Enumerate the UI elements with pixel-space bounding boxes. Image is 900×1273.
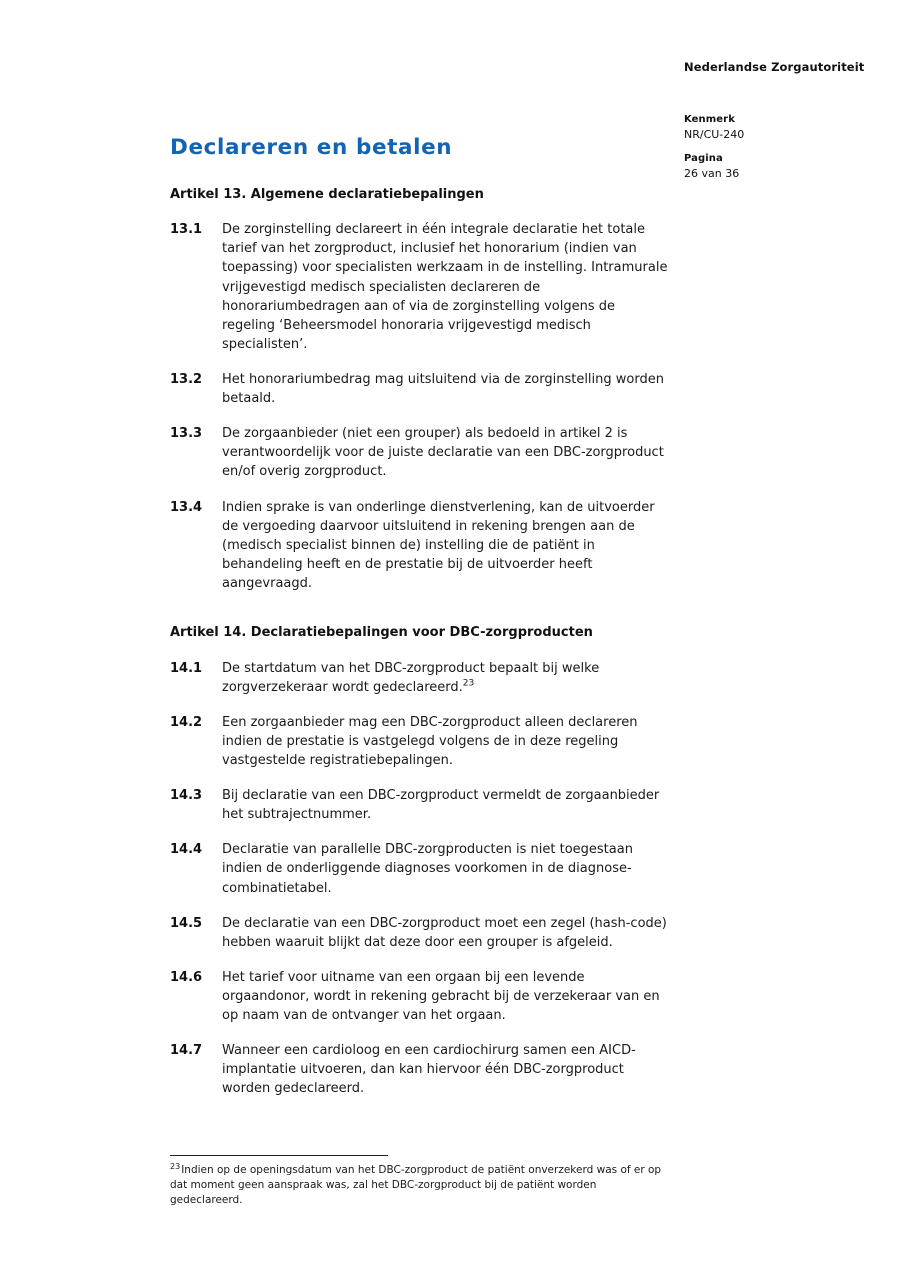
clause-13-2 bbox=[170, 370, 672, 408]
clause-number: 14.4 bbox=[170, 842, 203, 858]
clause-text: Wanneer een cardioloog en een cardiochirurg samen een AICD-implantatie uitvoeren, dan kan hiervoor één DBC-zorgproduct worden gedeclareerd. bbox=[222, 1043, 636, 1097]
kenmerk-label: Kenmerk bbox=[684, 114, 735, 125]
pagina-value: 26 van 36 bbox=[684, 166, 740, 180]
footnote-marker[interactable]: 23 bbox=[462, 678, 475, 689]
clause-text: Het tarief voor uitname van een orgaan bij een levende orgaandonor, wordt in rekening gebracht bij de verzekeraar van en op naam van de ontvanger van het orgaan. bbox=[222, 969, 660, 1024]
clause-number: 14.3 bbox=[170, 788, 203, 804]
clause-text: Een zorgaanbieder mag een DBC-zorgproduct alleen declareren indien de prestatie is vastgelegd volgens de in deze regeling vastgestelde registratiebepalingen. bbox=[222, 714, 638, 769]
clause-14-7 bbox=[170, 1041, 672, 1098]
clause-text: De zorgaanbieder (niet een grouper) als bedoeld in artikel 2 is verantwoordelijk voor de juiste declaratie van een DBC-zorgproduct en/of overig zorgproduct. bbox=[222, 426, 664, 480]
page-title: Declareren en betalen bbox=[170, 135, 453, 160]
clause-sentence: De startdatum van het DBC-zorgproduct bepaalt bij welke zorgverzekeraar wordt gedeclareerd. bbox=[222, 660, 600, 695]
clause-14-4 bbox=[170, 840, 672, 897]
clause-14-3 bbox=[170, 786, 672, 824]
clause-13-1 bbox=[170, 220, 672, 354]
clause-number: 14.7 bbox=[170, 1043, 203, 1059]
clause-number: 14.5 bbox=[170, 915, 203, 931]
footnote-body: Indien op de openingsdatum van het DBC-zorgproduct de patiënt onverzekerd was of er op dat moment geen aanspraak was, zal het DBC-zorgproduct bij de patiënt worden gedeclareerd. bbox=[170, 1164, 662, 1207]
footnote-divider bbox=[170, 1155, 388, 1156]
clause-14-1 bbox=[170, 659, 672, 697]
clause-text bbox=[222, 659, 672, 697]
clause-13-4 bbox=[170, 498, 672, 594]
clause-13-3 bbox=[170, 424, 672, 481]
clause-text: Bij declaratie van een DBC-zorgproduct vermeldt de zorgaanbieder het subtrajectnummer. bbox=[222, 788, 660, 823]
clause-text: Het honorariumbedrag mag uitsluitend via de zorginstelling worden betaald. bbox=[222, 371, 664, 407]
clause-number: 13.1 bbox=[170, 222, 203, 238]
clause-number: 14.6 bbox=[170, 969, 203, 985]
organization-name: Nederlandse Zorgautoriteit bbox=[684, 60, 865, 74]
kenmerk-value: NR/CU-240 bbox=[684, 128, 745, 142]
document-meta bbox=[684, 113, 884, 182]
clause-text: Declaratie van parallelle DBC-zorgproducten is niet toegestaan indien de onderliggende diagnoses voorkomen in de diagnose-combinatietabel. bbox=[222, 842, 633, 896]
clause-14-2 bbox=[170, 713, 672, 770]
clause-14-5 bbox=[170, 914, 672, 952]
meta-spacer bbox=[684, 143, 884, 152]
article-heading-14: Artikel 14. Declaratiebepalingen voor DBC-zorgproducten bbox=[170, 625, 593, 641]
clause-number: 13.2 bbox=[170, 371, 203, 387]
clause-14-6 bbox=[170, 968, 672, 1025]
footnote-23 bbox=[170, 1163, 672, 1209]
clause-text: De zorginstelling declareert in één integrale declaratie het totale tarief van het zorgproduct, inclusief het honorarium (indien van toepassing) voor specialisten werkzaam in de instelling. Intramurale vrijgevestigd medisch specialisten declareren de honorariumbedragen aan of via de zorginstelling volgens de regeling ‘Beheersmodel honoraria vrijgevestigd medisch specialisten’. bbox=[222, 222, 668, 352]
clause-number: 13.3 bbox=[170, 426, 203, 442]
footnote-area bbox=[170, 1155, 672, 1209]
clause-number: 14.1 bbox=[170, 660, 203, 676]
clause-number: 13.4 bbox=[170, 499, 203, 515]
clause-text: De declaratie van een DBC-zorgproduct moet een zegel (hash-code) hebben waaruit blijkt dat deze door een grouper is afgeleid. bbox=[222, 915, 667, 950]
pagina-label: Pagina bbox=[684, 152, 723, 164]
document-body bbox=[170, 136, 672, 1115]
clause-number: 14.2 bbox=[170, 714, 203, 730]
article-heading-13: Artikel 13. Algemene declaratiebepalingen bbox=[170, 186, 484, 202]
clause-text: Indien sprake is van onderlinge dienstverlening, kan de uitvoerder de vergoeding daarvoor uitsluitend in rekening brengen aan de (medisch specialist binnen de) instelling die de patiënt in behandeling heeft en de prestatie bij de uitvoerder heeft aangevraagd. bbox=[222, 499, 655, 591]
footnote-number: 23 bbox=[170, 1161, 181, 1171]
